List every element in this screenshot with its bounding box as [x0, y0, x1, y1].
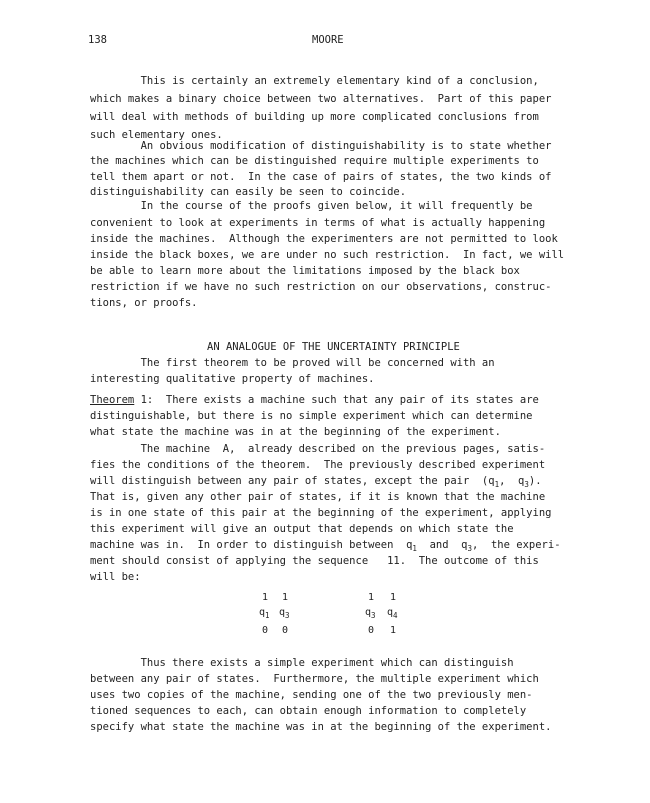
paragraph-3-line: tions, or proofs. — [90, 297, 198, 309]
machine-para-line: fies the conditions of the theorem. The previously described experiment — [90, 459, 546, 471]
intro-line: interesting qualitative property of machines. — [90, 373, 375, 385]
machine-para-line: That is, given any other pair of states, if it is known that the machine — [90, 491, 546, 503]
paragraph-1-line: such elementary ones. — [90, 129, 223, 141]
paragraph-3-line: restriction if we have no such restriction on our observations, construc- — [90, 281, 552, 293]
right-output: 1 — [390, 625, 397, 636]
left-state: $q_3$ — [279, 607, 290, 620]
paragraph-3-line: convenient to look at experiments in terms of what is actually happening — [90, 217, 546, 229]
paragraph-2-line: tell them apart or not. In the case of pairs of states, the two kinds of — [90, 171, 552, 183]
intro-line: The first theorem to be proved will be concerned with an — [90, 357, 495, 369]
right-state: $q_4$ — [387, 607, 398, 620]
closing-line: between any pair of states. Furthermore, the multiple experiment which — [90, 673, 539, 685]
section-heading: AN ANALOGUE OF THE UNCERTAINTY PRINCIPLE — [207, 341, 460, 353]
left-input: 1 — [282, 592, 289, 603]
right-input: 1 — [368, 592, 375, 603]
theorem-line: Theorem 1: There exists a machine such that any pair of its states are — [90, 394, 539, 406]
theorem-line: what state the machine was in at the beginning of the experiment. — [90, 426, 501, 438]
paragraph-3-line: be able to learn more about the limitations imposed by the black box — [90, 265, 520, 277]
right-input: 1 — [390, 592, 397, 603]
paragraph-1-line: This is certainly an extremely elementary kind of a conclusion, — [90, 75, 539, 87]
left-input: 1 — [262, 592, 269, 603]
left-state: $q_1$ — [259, 607, 270, 620]
machine-para-line: this experiment will give an output that depends on which state the — [90, 523, 514, 535]
machine-para-line: will distinguish between any pair of states, except the pair ($q_1$, $q_3$). — [90, 475, 542, 489]
closing-line: tioned sequences to each, can obtain enough information to completely — [90, 705, 527, 717]
paragraph-1-line: will deal with methods of building up more complicated conclusions from — [90, 111, 539, 123]
page-number: 138 — [88, 34, 107, 46]
theorem-label: Theorem — [90, 394, 135, 406]
paragraph-1-line: which makes a binary choice between two alternatives. Part of this paper — [90, 93, 552, 105]
left-output: 0 — [282, 625, 289, 636]
right-state: $q_3$ — [365, 607, 376, 620]
machine-para-line: The machine A, already described on the previous pages, satis- — [90, 443, 546, 455]
closing-line: specify what state the machine was in at the beginning of the experiment. — [90, 721, 552, 733]
paragraph-3-line: In the course of the proofs given below, it will frequently be — [90, 200, 533, 212]
machine-para-line: ment should consist of applying the sequence 11. The outcome of this — [90, 555, 539, 567]
paragraph-2-line: distinguishability can easily be seen to coincide. — [90, 186, 407, 198]
running-title: MOORE — [312, 34, 344, 46]
paragraph-3-line: inside the machines. Although the experimenters are not permitted to look — [90, 233, 558, 245]
machine-para-line: is in one state of this pair at the beginning of the experiment, applying — [90, 507, 552, 519]
theorem-line: distinguishable, but there is no simple experiment which can determine — [90, 410, 533, 422]
left-output: 0 — [262, 625, 269, 636]
machine-para-line: machine was in. In order to distinguish between $q_1$ and $q_3$, the experi- — [90, 539, 561, 553]
closing-line: Thus there exists a simple experiment which can distinguish — [90, 657, 514, 669]
machine-para-line: will be: — [90, 571, 141, 583]
paragraph-2-line: An obvious modification of distinguishability is to state whether — [90, 140, 552, 152]
paragraph-3-line: inside the black boxes, we are under no such restriction. In fact, we will — [90, 249, 565, 261]
closing-line: uses two copies of the machine, sending one of the two previously men- — [90, 689, 533, 701]
right-output: 0 — [368, 625, 375, 636]
paragraph-2-line: the machines which can be distinguished require multiple experiments to — [90, 155, 539, 167]
